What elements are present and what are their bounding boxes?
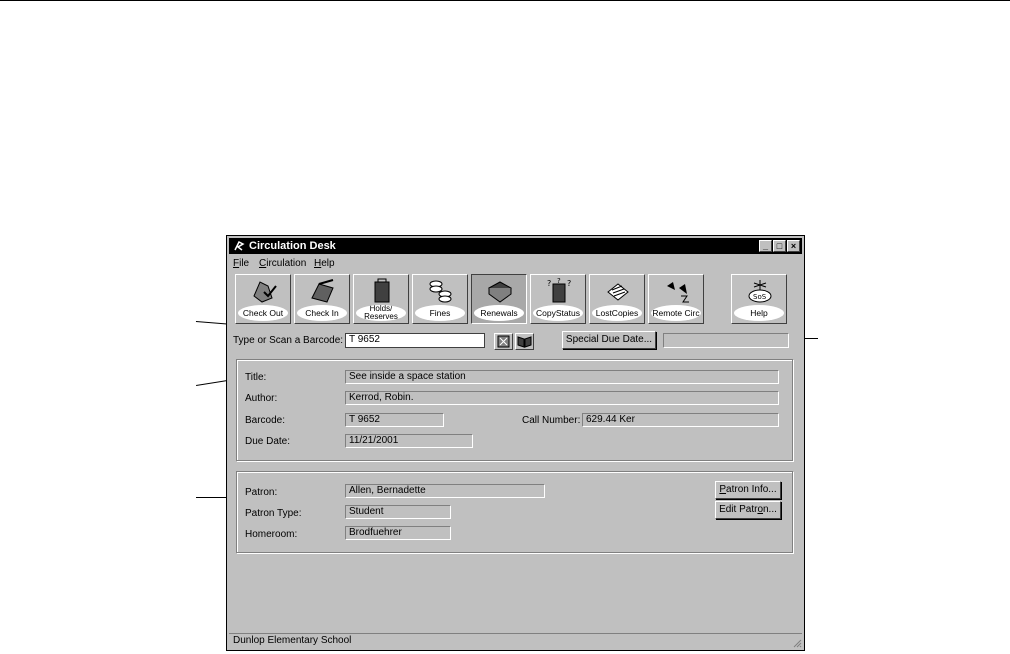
lost-copies-icon bbox=[604, 278, 632, 304]
holds-label-line2: Reserves bbox=[364, 312, 398, 321]
check-out-icon bbox=[250, 278, 278, 304]
app-icon bbox=[232, 239, 246, 253]
barcode-input[interactable]: T 9652 bbox=[345, 333, 485, 348]
sos-text: SoS bbox=[753, 293, 767, 301]
copy-status-icon bbox=[545, 278, 573, 304]
barcode-item-field: T 9652 bbox=[345, 413, 444, 427]
barcode-item-label: Barcode: bbox=[245, 415, 286, 426]
call-number-field: 629.44 Ker bbox=[582, 413, 779, 427]
barcode-icon bbox=[495, 334, 512, 349]
homeroom-label: Homeroom: bbox=[245, 529, 298, 540]
book-lookup-button[interactable] bbox=[515, 333, 534, 350]
svg-text:?: ? bbox=[557, 278, 561, 285]
menu-circulation[interactable]: Circulation bbox=[259, 258, 307, 269]
fines-button[interactable]: Fines bbox=[412, 274, 468, 324]
due-date-field: 11/21/2001 bbox=[345, 434, 473, 448]
special-due-date-button[interactable]: Special Due Date... bbox=[562, 331, 656, 349]
due-date-label: Due Date: bbox=[245, 436, 291, 447]
lost-copies-button[interactable]: LostCopies bbox=[589, 274, 645, 324]
holds-reserves-icon bbox=[368, 278, 396, 304]
patron-type-label: Patron Type: bbox=[245, 508, 302, 519]
author-label: Author: bbox=[245, 393, 278, 404]
close-button[interactable]: × bbox=[787, 240, 800, 252]
fines-coins-icon bbox=[427, 278, 455, 304]
holds-reserves-button[interactable] bbox=[353, 274, 409, 324]
edit-patron-button[interactable]: Edit Patron... bbox=[715, 501, 781, 519]
minimize-button[interactable]: _ bbox=[759, 240, 772, 252]
remote-circ-button[interactable]: Remote Circ bbox=[648, 274, 704, 324]
remote-circ-icon bbox=[663, 278, 691, 304]
patron-field: Allen, Bernadette bbox=[345, 484, 545, 498]
book-icon bbox=[516, 334, 533, 349]
title-label: Title: bbox=[245, 372, 267, 383]
svg-text:?: ? bbox=[567, 279, 572, 288]
barcode-label: Type or Scan a Barcode: bbox=[233, 335, 344, 346]
circulation-desk-window bbox=[226, 235, 805, 651]
call-number-label: Call Number: bbox=[522, 415, 581, 426]
author-field: Kerrod, Robin. bbox=[345, 391, 779, 405]
patron-label: Patron: bbox=[245, 487, 278, 498]
window-title: Circulation Desk bbox=[249, 240, 336, 252]
renewals-button[interactable]: Renewals bbox=[471, 274, 527, 324]
resize-grip-icon[interactable] bbox=[792, 638, 802, 648]
status-bar bbox=[229, 633, 802, 648]
patron-type-field: Student bbox=[345, 505, 451, 519]
check-in-icon bbox=[309, 278, 337, 304]
svg-text:?: ? bbox=[547, 279, 552, 288]
homeroom-field: Brodfuehrer bbox=[345, 526, 451, 540]
help-sos-icon bbox=[746, 278, 774, 304]
barcode-status-field bbox=[663, 333, 789, 348]
maximize-button[interactable]: □ bbox=[773, 240, 786, 252]
menu-file[interactable]: File bbox=[233, 258, 250, 269]
copy-status-button[interactable]: ? ? ? CopyStatus bbox=[530, 274, 586, 324]
barcode-scan-button[interactable] bbox=[494, 333, 513, 350]
check-in-button[interactable]: Check In bbox=[294, 274, 350, 324]
check-out-button[interactable]: Check Out bbox=[235, 274, 291, 324]
menu-help[interactable]: Help bbox=[314, 258, 335, 269]
status-text: Dunlop Elementary School bbox=[233, 635, 352, 646]
patron-info-button[interactable]: Patron Info... bbox=[715, 481, 781, 499]
holds-label-line1: Holds/ bbox=[369, 305, 393, 313]
title-field: See inside a space station bbox=[345, 370, 779, 384]
help-button[interactable]: SoS Help bbox=[731, 274, 787, 324]
top-rule bbox=[0, 0, 1010, 1]
renewals-icon bbox=[486, 278, 514, 304]
title-bar bbox=[229, 238, 802, 254]
